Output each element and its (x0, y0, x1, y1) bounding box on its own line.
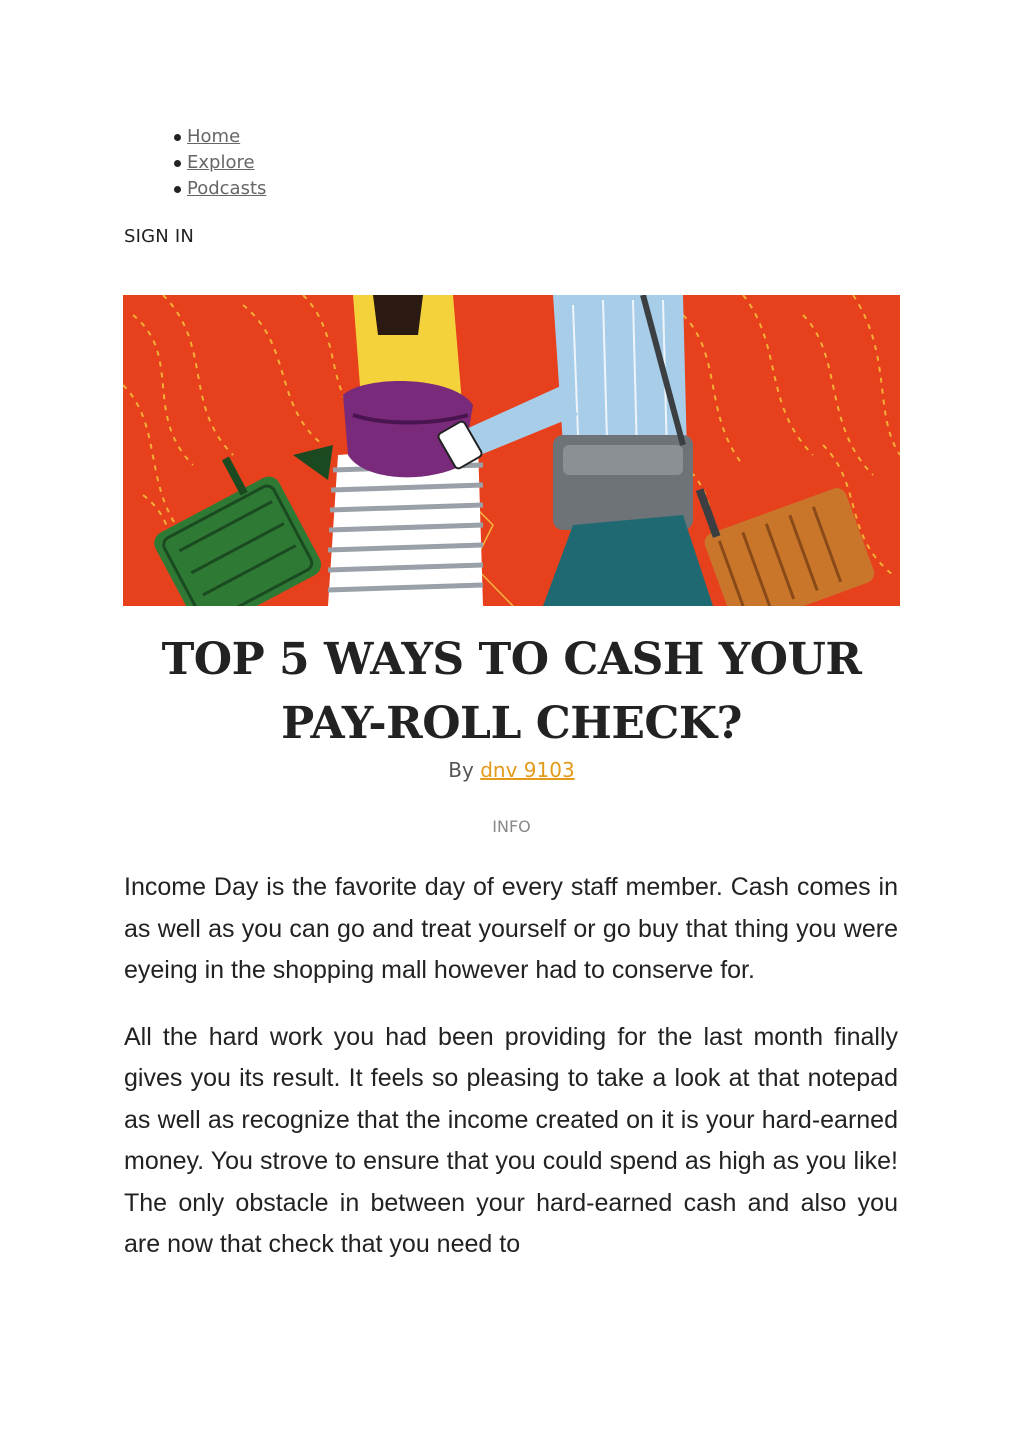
bullet-icon (174, 134, 181, 141)
paragraph: All the hard work you had been providing for the last month finally gives you its result. It feels so pleasing to take a look at that notepad as well as recognize that the income created on it is your hard-earned money. You strove to ensure that you could spend as high as you like! The only obstacle in between your hard-earned cash and also you are now that check that you need to (124, 1022, 898, 1258)
nav-link-podcasts[interactable]: Podcasts (187, 178, 267, 199)
paragraph: Income Day is the favorite day of every staff member. Cash comes in as well as you can go and treat yourself or go buy that thing you were eyeing in the shopping mall however had to conserve for. (124, 873, 898, 984)
nav-item-home (172, 124, 266, 150)
category-tag[interactable]: INFO (492, 817, 531, 836)
bullet-icon (174, 186, 181, 193)
bullet-icon (174, 160, 181, 167)
article-body (124, 867, 898, 1291)
by-label: By (448, 758, 474, 782)
nav-link-explore[interactable]: Explore (187, 152, 255, 173)
hero-image (123, 295, 900, 606)
nav-item-podcasts (172, 176, 266, 202)
author-link[interactable]: dnv 9103 (480, 758, 575, 782)
nav-link-home[interactable]: Home (187, 126, 241, 147)
nav-item-explore (172, 150, 266, 176)
main-nav (172, 124, 266, 202)
byline (123, 758, 900, 782)
article-title: TOP 5 WAYS TO CASH YOUR PAY-ROLL CHECK? (161, 634, 862, 749)
hero-illustration (123, 295, 900, 606)
sign-in-link[interactable]: SIGN IN (124, 226, 195, 247)
